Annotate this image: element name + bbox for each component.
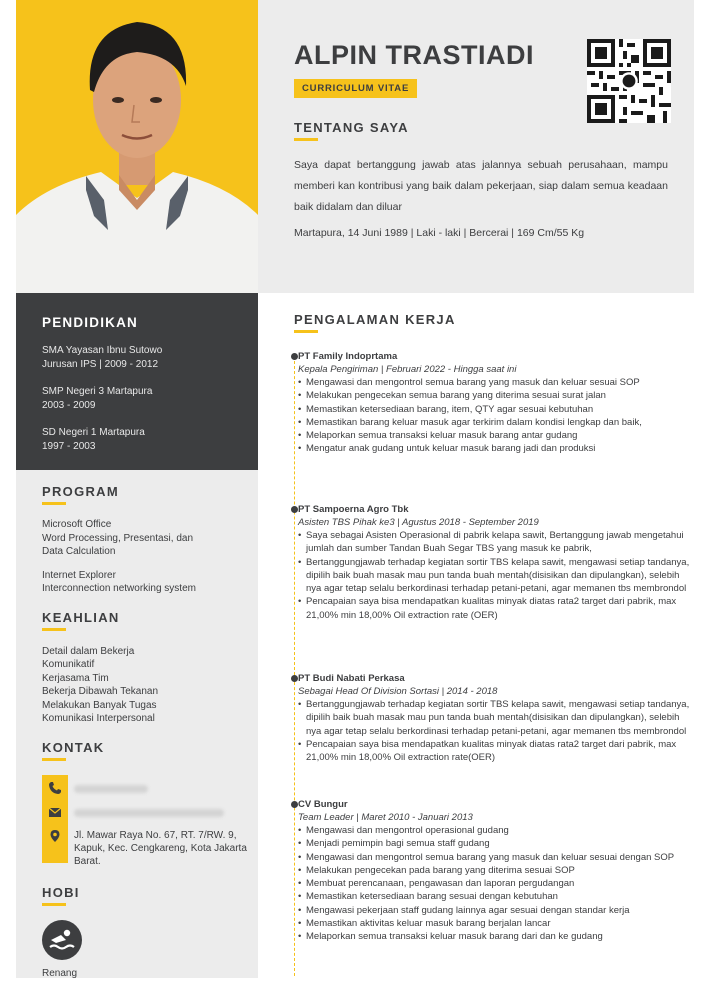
duty-item: • Memastikan ketersediaan barang, item, QTY agar sesuai kebutuhan	[298, 403, 692, 416]
qr-code-icon	[587, 39, 671, 123]
school-detail: Jurusan IPS | 2009 - 2012	[42, 358, 159, 370]
address-text: Jl. Mawar Raya No. 67, RT. 7/RW. 9, Kapuk, Kec. Cengkareng, Kota Jakarta Barat.	[74, 829, 247, 867]
duty-item: • Memastikan aktivitas keluar masuk barang berjalan lancar	[298, 917, 692, 930]
education-item	[42, 385, 232, 412]
duty-item: • Melakukan pengecekan pada barang yang diterima sesuai SOP	[298, 864, 692, 877]
job-entry	[298, 504, 692, 622]
email-row[interactable]	[42, 805, 262, 825]
company-name: PT Family Indoprtama	[298, 351, 398, 362]
hobby-title: HOBI	[42, 884, 80, 900]
school-name: SMA Yayasan Ibnu Sutowo	[42, 345, 163, 356]
timeline-dot	[291, 801, 298, 808]
job-entry	[298, 351, 692, 456]
full-name: ALPIN TRASTIADI	[294, 40, 534, 70]
skill-item: Kerjasama Tim	[42, 672, 109, 684]
program-title: PROGRAM	[42, 484, 119, 499]
location-pin-icon	[48, 829, 62, 843]
title-underline	[42, 903, 66, 906]
hobby-label: Renang	[42, 967, 78, 979]
skill-item: Melakukan Banyak Tugas	[42, 699, 157, 711]
redacted-email	[74, 809, 224, 817]
title-underline	[42, 628, 66, 631]
program-line: Interconnection networking system	[42, 583, 196, 594]
title-underline	[294, 138, 318, 141]
duty-item: • Bertanggungjawab terhadap kegiatan sortir TBS kelapa sawit, mengawasi setiap tandanya, dipilih baik buah masak mau pun tanda buah mentah(disisikan dan dipulangkan), selebih nya agar tetap selalu berkordinasi terhadap petani-petani, agar memanen tbs membrondol	[298, 698, 692, 738]
job-role: Sebagai Head Of Division Sortasi | 2014 - 2018	[298, 686, 498, 697]
program-list	[42, 518, 258, 596]
contact-title: KONTAK	[42, 739, 105, 755]
program-line: Word Processing, Presentasi, dan	[42, 532, 194, 544]
mail-icon	[48, 805, 62, 819]
swimmer-icon	[42, 920, 82, 960]
duty-item: • Bertanggungjawab terhadap kegiatan sortir TBS kelapa sawit, mengawasi setiap tandanya, dipilih baik buah masak mau pun tanda buah mentah(disisikan dan dipulangkan), selebih nya agar tetap selalu berkordinasi terhadap petani-petani, agar memanen tbs membrondol	[298, 556, 692, 596]
about-title: TENTANG SAYA	[294, 120, 409, 135]
school-detail: 1997 - 2003	[42, 440, 96, 452]
program-group	[42, 518, 258, 559]
education-item	[42, 344, 232, 371]
duty-item: • Membuat perencanaan, pengawasan dan laporan pergudangan	[298, 877, 692, 890]
duty-item: • Pencapaian saya bisa mendapatkan kualitas minyak diatas rata2 target dari pabrik, max 21,00% min 18,00% Oil extraction rate (OER)	[298, 595, 692, 622]
left-sidebar	[16, 470, 258, 978]
duty-item: • Mengawasi dan mengontrol semua barang yang masuk dan keluar sesuai SOP	[298, 376, 692, 389]
duty-item: • Pencapaian saya bisa mendapatkan kualitas minyak diatas rata2 target dari pabrik, max 21,00% min 18,00% Oil extraction rate(OER)	[298, 738, 692, 765]
duty-item: • Memastikan barang keluar masuk agar terkirim dalam kondisi lengkap dan baik,	[298, 416, 692, 429]
timeline-dot	[291, 353, 298, 360]
education-section	[16, 293, 258, 470]
duty-item: • Melakukan pengecekan semua barang yang diterima sesuai surat jalan	[298, 389, 692, 402]
skill-item: Komunikasi Interpersonal	[42, 713, 155, 724]
portrait-illustration	[16, 0, 258, 293]
job-role: Team Leader | Maret 2010 - Januari 2013	[298, 812, 473, 823]
cv-badge: CURRICULUM VITAE	[294, 79, 417, 98]
duty-item: • Mengawasi dan mengontrol semua barang yang masuk dan keluar sesuai dengan SOP	[298, 851, 692, 864]
job-entry	[298, 673, 692, 764]
contact-block	[42, 775, 258, 867]
company-name: PT Budi Nabati Perkasa	[298, 673, 405, 684]
profile-photo	[16, 0, 258, 293]
program-group	[42, 569, 258, 596]
skill-item: Bekerja Dibawah Tekanan	[42, 686, 159, 697]
duty-item: • Melaporkan semua transaksi keluar masuk barang dari dan ke gudang	[298, 930, 692, 943]
company-name: PT Sampoerna Agro Tbk	[298, 504, 409, 515]
education-item	[42, 426, 232, 453]
school-name: SD Negeri 1 Martapura	[42, 427, 145, 438]
education-title: PENDIDIKAN	[42, 315, 139, 330]
timeline-dot	[291, 675, 298, 682]
personal-info: Martapura, 14 Juni 1989 | Laki - laki | Bercerai | 169 Cm/55 Kg	[294, 227, 585, 239]
school-detail: 2003 - 2009	[42, 399, 96, 411]
skills-list	[42, 645, 258, 726]
header-section	[258, 0, 694, 293]
skill-item: Detail dalam Bekerja	[42, 645, 135, 657]
duty-item: • Mengawasi pekerjaan staff gudang lainnya agar sesuai dengan standar kerja	[298, 904, 692, 917]
title-underline	[42, 502, 66, 505]
timeline-line	[294, 356, 295, 976]
phone-row[interactable]	[42, 781, 262, 801]
program-line: Data Calculation	[42, 546, 116, 557]
job-role: Asisten TBS Pihak ke3 | Agustus 2018 - September 2019	[298, 517, 539, 528]
program-line: Internet Explorer	[42, 569, 116, 581]
company-name: CV Bungur	[298, 799, 348, 810]
skill-item: Komunikatif	[42, 659, 95, 670]
title-underline	[294, 330, 318, 333]
address-row	[42, 829, 262, 867]
about-text: Saya dapat bertanggung jawab atas jalannya sebuah perusahaan, mampu memberi kan kontribusi yang baik dalam pekerjaan, siap dalam semua keadaan baik didalam dan diluar	[294, 159, 668, 213]
experience-section	[294, 312, 694, 982]
duty-item: • Melaporkan semua transaksi keluar masuk barang antar gudang	[298, 429, 692, 442]
duty-item: • Mengawasi dan mengontrol operasional gudang	[298, 824, 692, 837]
skills-title: KEAHLIAN	[42, 609, 120, 625]
school-name: SMP Negeri 3 Martapura	[42, 386, 153, 397]
timeline-dot	[291, 506, 298, 513]
job-role: Kepala Pengiriman | Februari 2022 - Hingga saat ini	[298, 364, 517, 375]
phone-icon	[48, 781, 62, 795]
title-underline	[42, 758, 66, 761]
program-line: Microsoft Office	[42, 519, 112, 530]
duty-item: • Saya sebagai Asisten Operasional di pabrik kelapa sawit, Bertanggung jawab mengetahui jumlah dan sumber Tandan Buah Segar TBS yang masuk ke pabrik,	[298, 529, 692, 556]
experience-title: PENGALAMAN KERJA	[294, 312, 456, 327]
duty-item: • Mengatur anak gudang untuk keluar masuk barang jadi dan produksi	[298, 442, 692, 455]
duty-item: • Menjadi pemimpin bagi semua staff gudang	[298, 837, 692, 850]
job-entry	[298, 799, 692, 944]
redacted-phone	[74, 785, 148, 793]
duty-item: • Memastikan ketersediaan barang sesuai dengan kebutuhan	[298, 890, 692, 903]
